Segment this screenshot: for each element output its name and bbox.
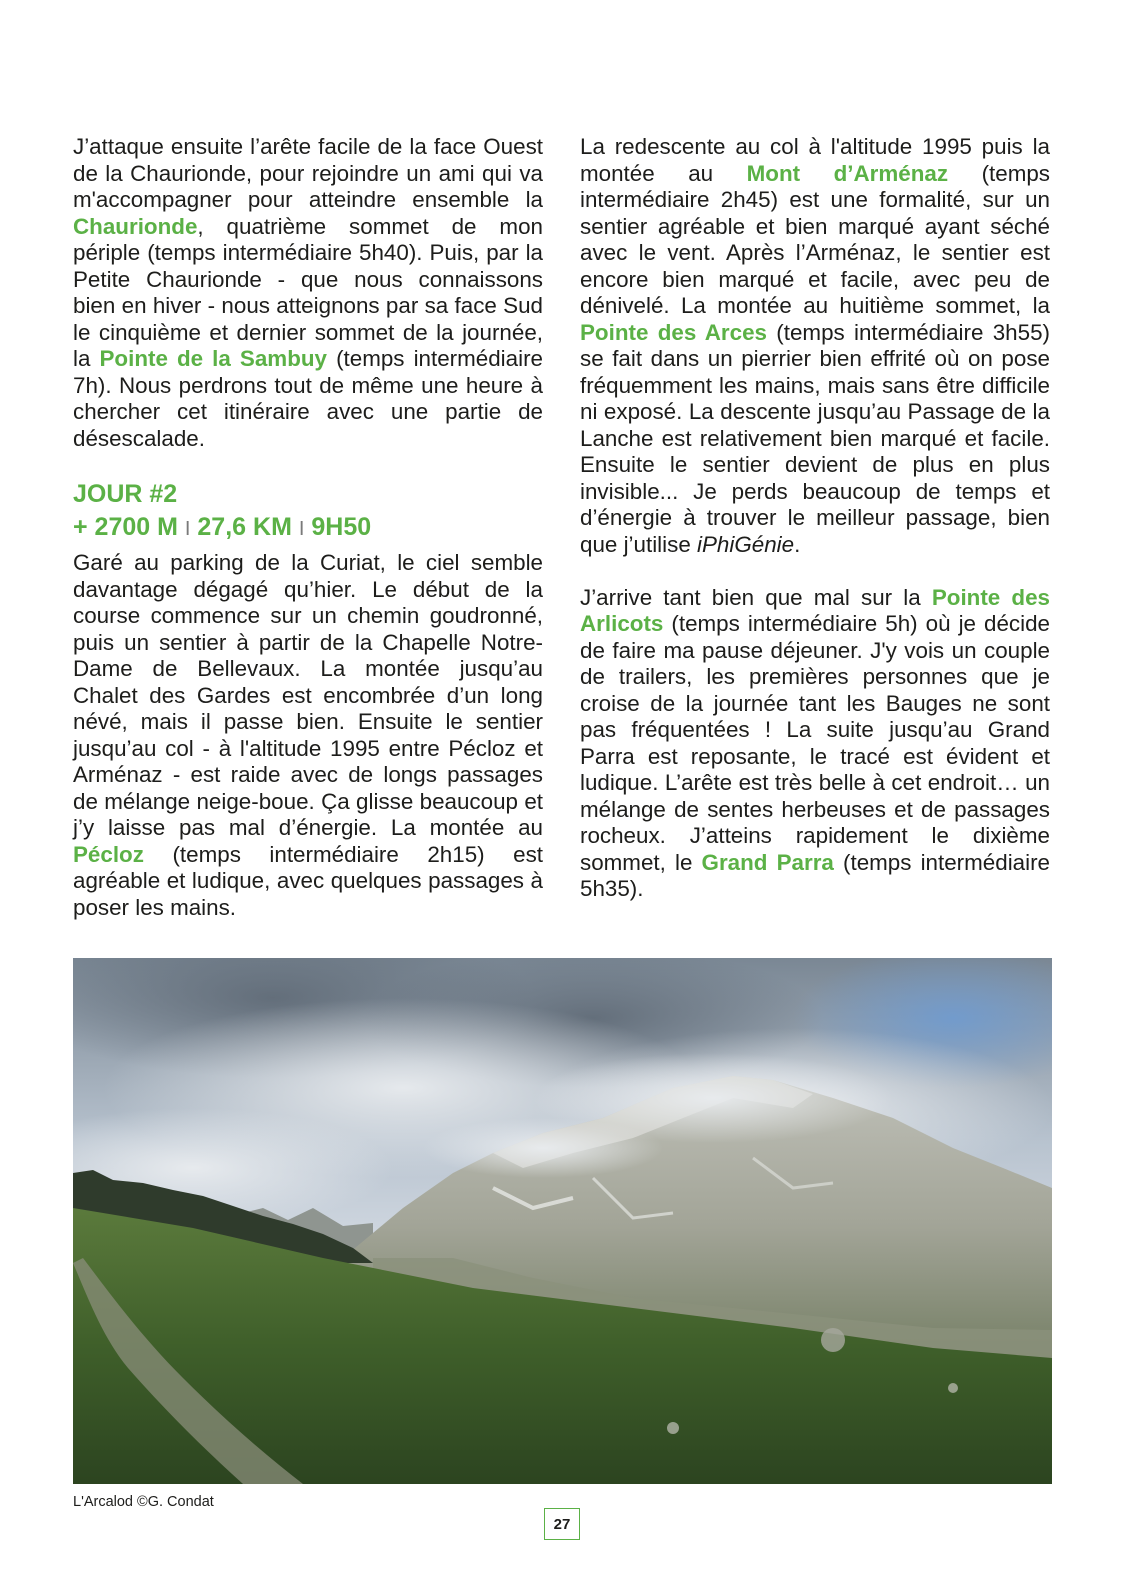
paragraph-armenaz: La redescente au col à l'altitude 1995 puis la montée au Mont d’Arménaz (temps intermédiaire 2h45) est une formalité, sur un sentier agréable et bien marqué ayant séché avec le vent. Après l’Arménaz, le sentier est encore bien marqué et facile, avec peu de dénivelé. La montée au huitième sommet, la Pointe des Arces (temps intermédiaire 3h55) se fait dans un pierrier bien effrité où on pose fréquemment les mains, mais sans être difficile ni exposé. La descente jusqu’au Passage de la Lanche est relativement bien marqué et facile. Ensuite le sentier devient de plus en plus invisible... Je perds beaucoup de temps et d’énergie à trouver le meilleur passage, bien que j’utilise iPhiGénie. [580, 134, 1051, 557]
elevation-gain: + 2700 M [73, 513, 178, 541]
day-stats [73, 511, 543, 546]
duration: 9H50 [311, 513, 372, 541]
paragraph-arlicots: J’arrive tant bien que mal sur la Pointe des Arlicots (temps intermédiaire 5h) où je décide de faire ma pause déjeuner. J'y vois un couple de trailers, les premières personnes que je croise de la journée tant les Bauges ne sont pas fréquentées ! La suite jusqu’au Grand Parra est reposante, le tracé est évident et ludique. L’arête est très belle à cet endroit… un mélange de sentes herbeuses et de passages rocheux. J’atteins rapidement le dixième sommet, le Grand Parra (temps intermédiaire 5h35). [580, 584, 1051, 901]
summit-chaurionde: Chaurionde [73, 213, 198, 239]
stat-separator: I [298, 518, 305, 540]
left-column [73, 134, 543, 921]
summit-pointe-de-la-sambuy: Pointe de la Sambuy [99, 346, 328, 371]
summit-pecloz: Pécloz [73, 841, 144, 867]
summit-grand-parra: Grand Parra [701, 849, 834, 875]
photo-caption: L'Arcalod ©G. Condat [73, 1494, 214, 1510]
right-column [580, 134, 1050, 903]
paragraph-day2: Garé au parking de la Curiat, le ciel semble davantage dégagé qu’hier. Le début de la course commence sur un chemin goudronné, puis un sentier à partir de la Chapelle Notre-Dame de Bellevaux. La montée jusqu’au Chalet des Gardes est encombrée d’un long névé, mais il passe bien. Ensuite le sentier jusqu’au col - à l'altitude 1995 entre Pécloz et Arménaz - est raide avec de longs passages de mélange neige-boue. Ça glisse beaucoup et j’y laisse pas mal d’énergie. La montée au Pécloz (temps intermédiaire 2h15) est agréable et ludique, avec quelques passages à poser les mains. [73, 550, 543, 920]
day-title: JOUR #2 [73, 480, 178, 508]
stat-separator: I [184, 518, 191, 540]
paragraph-chaurionde: J’attaque ensuite l’arête facile de la face Ouest de la Chaurionde, pour rejoindre un ami qui va m'accompagner pour atteindre ensemble la Chaurionde, quatrième sommet de mon périple (temps intermédiaire 5h40). Puis, par la Petite Chaurionde - que nous connaissons bien en hiver - nous atteignons par sa face Sud le cinquième et dernier sommet de la journée, la Pointe de la Sambuy (temps intermédiaire 7h). Nous perdrons tout de même une heure à chercher cet itinéraire avec une partie de désescalade. [73, 134, 543, 451]
day-heading [73, 478, 543, 546]
summit-pointe-des-arces: Pointe des Arces [580, 319, 767, 345]
summit-mont-d-armenaz: Mont d’Arménaz [746, 160, 949, 186]
summit-pointe-des-arlicots: Pointe des Arlicots [580, 584, 1050, 636]
page-number: 27 [544, 1508, 580, 1540]
mountain-photo [73, 958, 1052, 1484]
distance: 27,6 KM [197, 513, 292, 541]
app-name: iPhiGénie [697, 531, 795, 557]
